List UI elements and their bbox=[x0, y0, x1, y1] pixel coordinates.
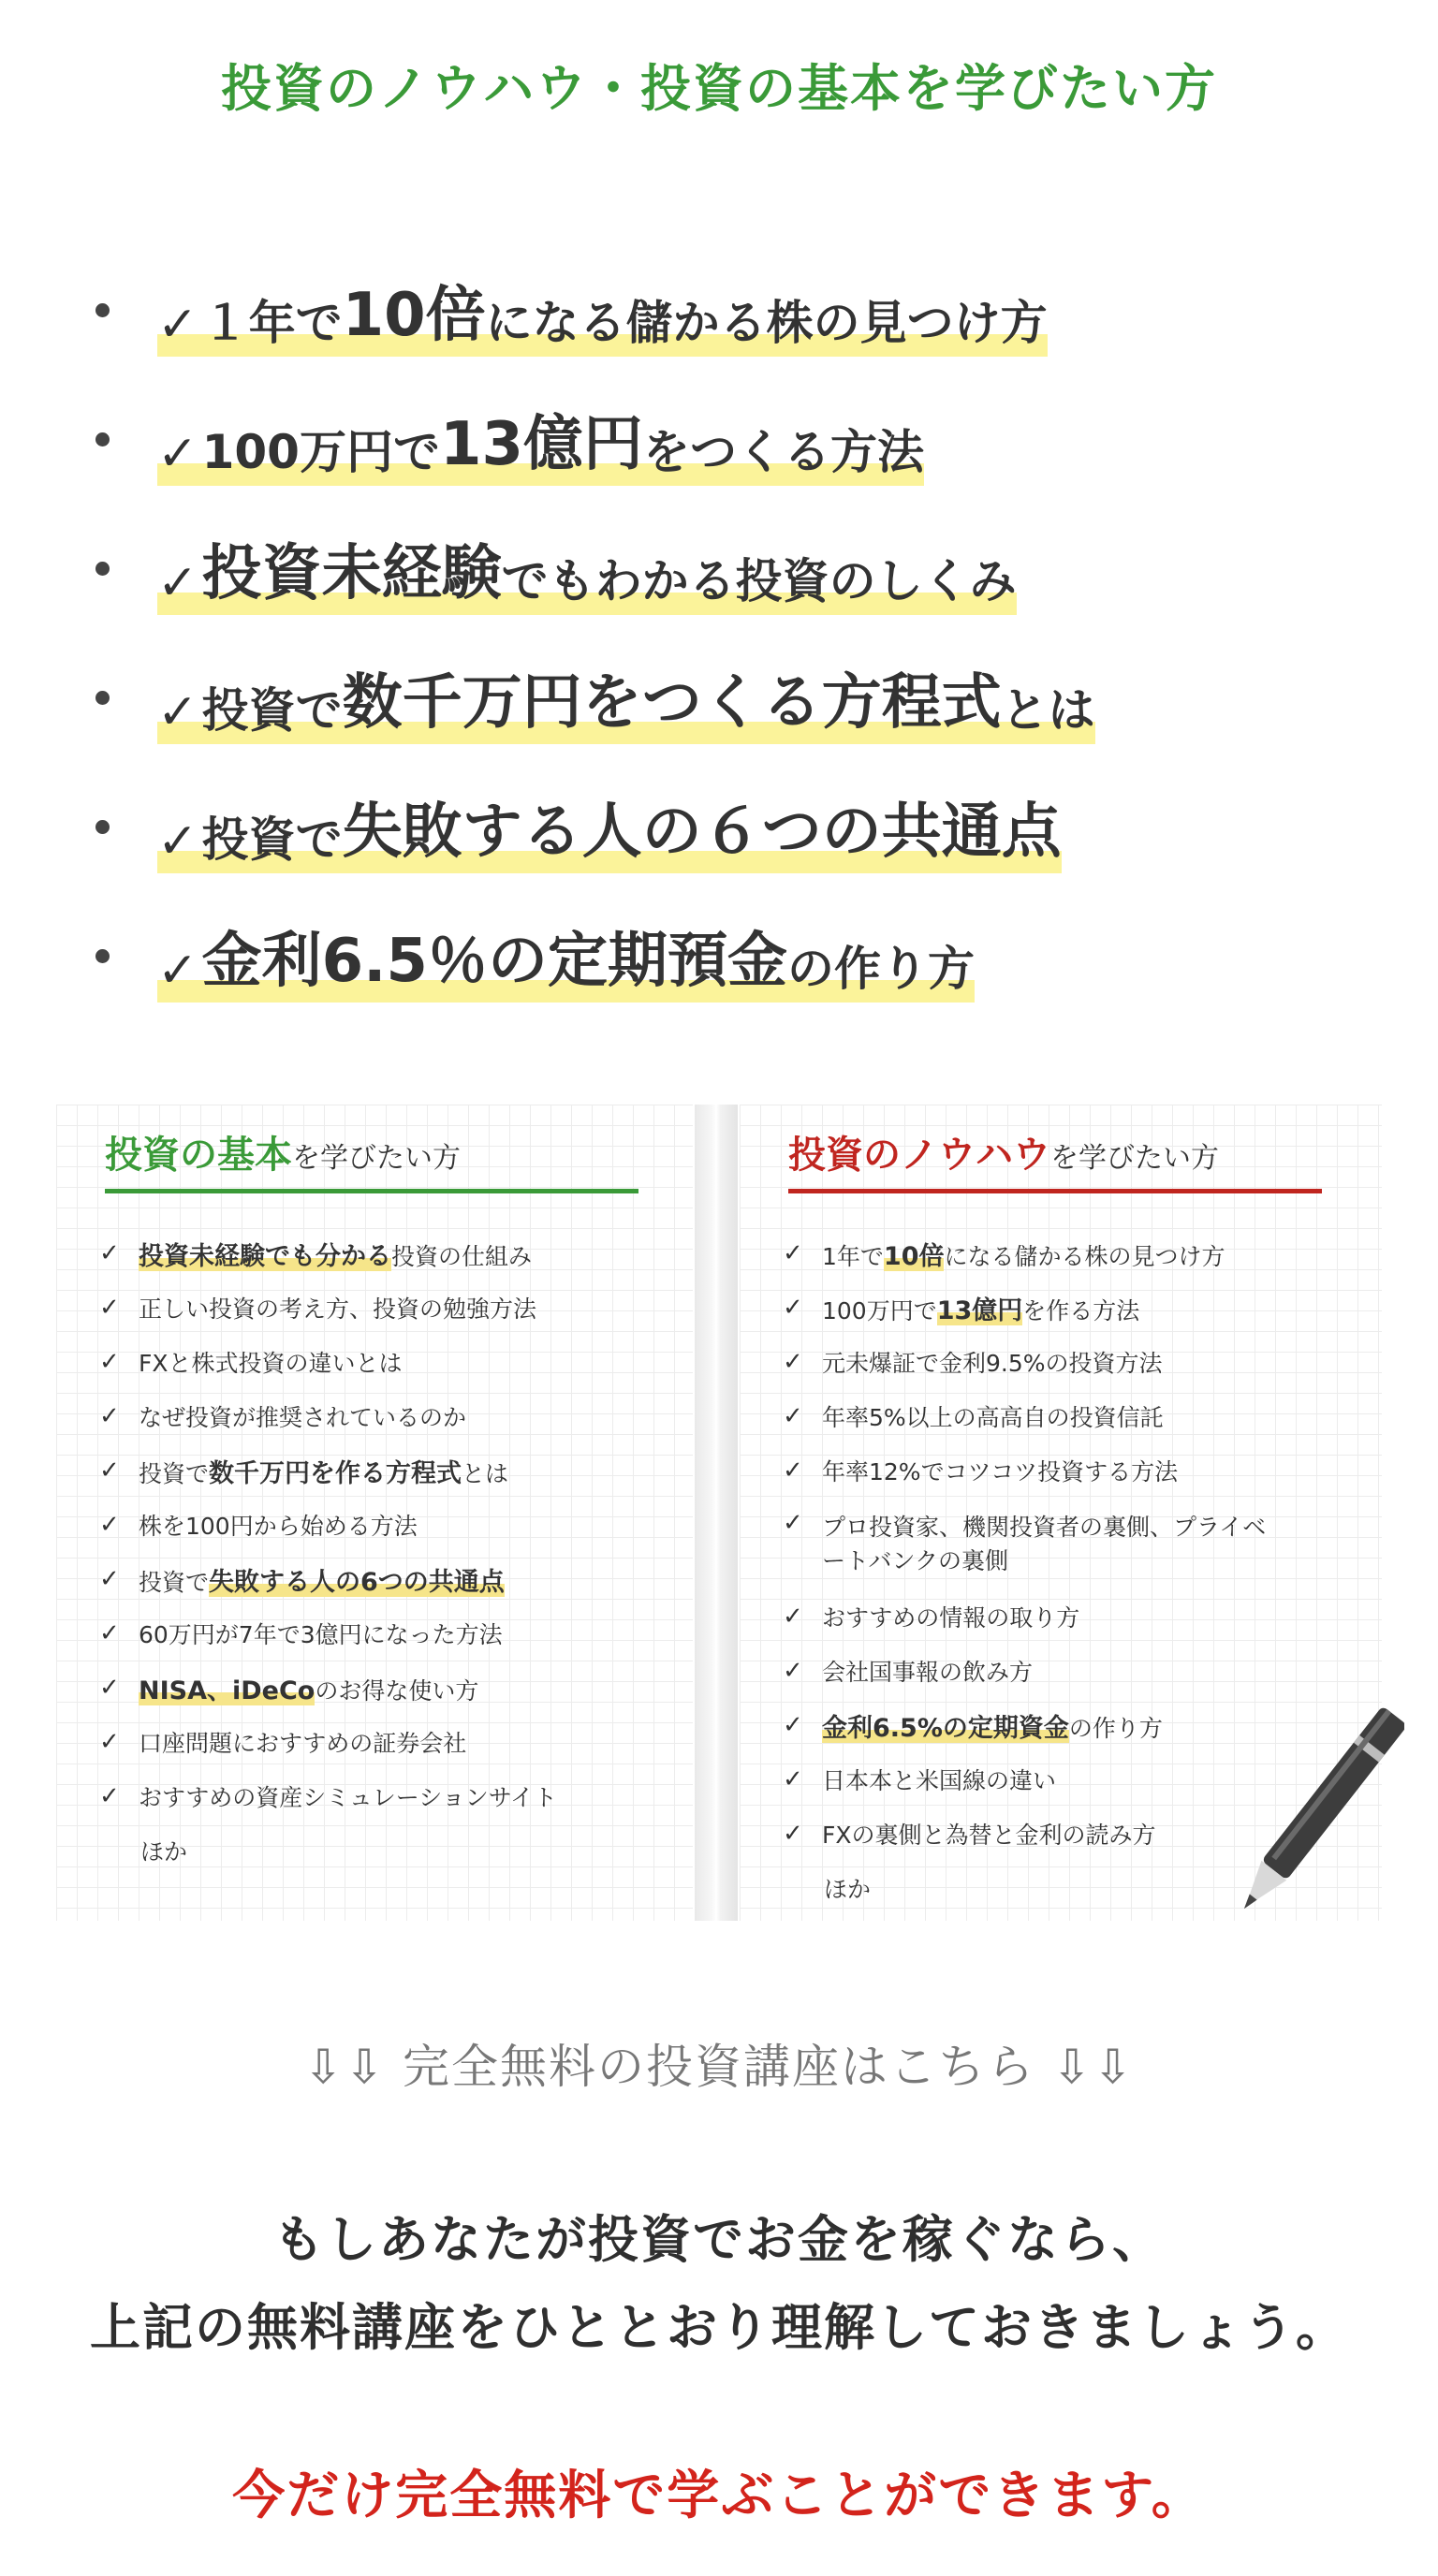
topic-segment: 年率12%でコツコツ投資する方法 bbox=[822, 1458, 1179, 1486]
topic-text bbox=[139, 1779, 557, 1813]
course-topic-item bbox=[99, 1335, 557, 1389]
bullet-text bbox=[157, 396, 924, 482]
check-icon: ✓ bbox=[99, 1619, 120, 1647]
topic-segment: を作る方法 bbox=[1022, 1296, 1140, 1325]
knowhow-panel-heading bbox=[788, 1125, 1219, 1178]
topic-segment: なぜ投資が推奨されているのか bbox=[139, 1404, 467, 1431]
topic-segment: 1年で bbox=[822, 1242, 884, 1270]
topic-highlight: 数千万円を作る方程式 bbox=[209, 1458, 462, 1488]
topic-text bbox=[822, 1763, 1056, 1796]
bullet-emphasis: 失敗する人の６つの共通点 bbox=[342, 798, 1062, 867]
bullet-segment: をつくる方法 bbox=[643, 425, 925, 479]
check-icon: ✓ bbox=[783, 1765, 803, 1793]
course-topic-item bbox=[99, 1552, 557, 1606]
topic-segment: 正しい投資の考え方、投資の勉強方法 bbox=[139, 1295, 537, 1323]
check-icon: ✓ bbox=[783, 1456, 803, 1485]
check-icon: ✓ bbox=[99, 1402, 120, 1430]
basics-panel bbox=[56, 1105, 693, 1921]
topic-text bbox=[822, 1707, 1163, 1744]
topic-text bbox=[139, 1561, 505, 1598]
bullet-segment: になる儲かる株の見つけ方 bbox=[485, 296, 1048, 350]
bullet-text bbox=[157, 913, 975, 999]
topic-text bbox=[822, 1654, 1033, 1688]
topic-segment: おすすめの資産シミュレーションサイト bbox=[139, 1784, 558, 1811]
topic-segment: 投資で bbox=[139, 1568, 210, 1596]
topic-segment: 株を100円から始める方法 bbox=[139, 1513, 418, 1540]
topic-segment: 60万円が7年で3億円になった方法 bbox=[139, 1621, 503, 1648]
check-icon: ✓ bbox=[157, 426, 198, 482]
bullet-text bbox=[157, 654, 1095, 740]
course-panels bbox=[56, 1105, 1382, 1921]
course-topic-item bbox=[783, 1752, 1269, 1807]
topic-text bbox=[139, 1236, 532, 1272]
topic-segment: 日本本と米国線の違い bbox=[822, 1767, 1057, 1794]
bullet-emphasis: 数千万円をつくる方程式 bbox=[342, 668, 1002, 738]
basics-heading-suffix: を学びたい方 bbox=[292, 1142, 461, 1175]
topic-highlight: NISA、iDeCo bbox=[139, 1676, 315, 1705]
course-topic-item bbox=[99, 1443, 557, 1498]
check-icon: ✓ bbox=[99, 1294, 120, 1322]
course-topic-item bbox=[783, 1335, 1269, 1389]
topic-segment: とは bbox=[462, 1459, 509, 1487]
topic-segment: 会社国事報の飲み方 bbox=[822, 1659, 1034, 1686]
topic-text bbox=[822, 1399, 1164, 1433]
course-topic-item bbox=[783, 1807, 1269, 1861]
topic-text bbox=[139, 1345, 403, 1379]
bullet-dot-icon bbox=[95, 820, 110, 834]
topic-segment: の作り方 bbox=[1068, 1714, 1163, 1742]
feature-bullet bbox=[90, 633, 1382, 762]
bullet-segment: の作り方 bbox=[786, 942, 975, 996]
course-topic-item bbox=[99, 1661, 557, 1715]
topic-text bbox=[139, 1670, 478, 1706]
bullet-segment: 投資で bbox=[201, 812, 343, 867]
topic-text bbox=[822, 1509, 1269, 1576]
knowhow-heading-suffix: を学びたい方 bbox=[1050, 1142, 1219, 1175]
basics-heading-underline bbox=[105, 1189, 638, 1193]
check-icon: ✓ bbox=[99, 1674, 120, 1702]
topic-highlight: 失敗する人の6つの共通点 bbox=[209, 1567, 505, 1597]
topic-segment: FXの裏側と為替と金利の読み方 bbox=[822, 1822, 1156, 1849]
basics-heading-main: 投資の基本 bbox=[105, 1134, 292, 1177]
topic-more: ほか bbox=[824, 1876, 872, 1903]
topic-segment: 投資の仕組み bbox=[391, 1242, 533, 1270]
bullet-emphasis: 10倍 bbox=[342, 281, 486, 350]
check-icon: ✓ bbox=[99, 1239, 120, 1267]
feature-bullet bbox=[90, 762, 1382, 891]
check-icon: ✓ bbox=[99, 1728, 120, 1756]
check-icon: ✓ bbox=[99, 1456, 120, 1485]
check-icon: ✓ bbox=[157, 813, 198, 870]
course-topic-item bbox=[99, 1606, 557, 1661]
free-course-link[interactable]: ⇩⇩ 完全無料の投資講座はこちら ⇩⇩ bbox=[303, 2040, 1135, 2094]
bullet-segment: １年で bbox=[201, 296, 343, 350]
check-icon: ✓ bbox=[99, 1348, 120, 1376]
topic-text bbox=[822, 1600, 1079, 1633]
free-offer-note: 今だけ完全無料で学ぶことができます。 bbox=[232, 2466, 1206, 2526]
check-icon: ✓ bbox=[99, 1782, 120, 1810]
course-topic-item bbox=[783, 1644, 1269, 1698]
topic-text bbox=[139, 1617, 503, 1650]
topic-segment: 元未爆証で金利9.5%の投資方法 bbox=[822, 1350, 1163, 1377]
check-icon: ✓ bbox=[783, 1711, 803, 1739]
bullet-dot-icon bbox=[95, 949, 110, 963]
closing-line-2: 上記の無料講座をひととおり理解しておきましょう。 bbox=[90, 2298, 1348, 2357]
bullet-dot-icon bbox=[95, 562, 110, 576]
check-icon: ✓ bbox=[157, 297, 198, 353]
course-topic-item bbox=[99, 1226, 557, 1281]
check-icon: ✓ bbox=[783, 1657, 803, 1685]
topic-text bbox=[139, 1508, 418, 1542]
check-icon: ✓ bbox=[783, 1294, 803, 1322]
topic-text bbox=[139, 1291, 536, 1325]
course-topic-item bbox=[783, 1389, 1269, 1443]
check-icon: ✓ bbox=[99, 1565, 120, 1593]
feature-bullet bbox=[90, 891, 1382, 1020]
course-topic-item bbox=[783, 1443, 1269, 1498]
page-title: 投資のノウハウ・投資の基本を学びたい方 bbox=[221, 59, 1217, 118]
course-topic-item bbox=[783, 1226, 1269, 1281]
check-icon: ✓ bbox=[783, 1239, 803, 1267]
topic-segment: FXと株式投資の違いとは bbox=[139, 1350, 403, 1377]
topic-text bbox=[822, 1236, 1225, 1272]
topic-segment: 年率5%以上の高高自の投資信託 bbox=[822, 1404, 1164, 1431]
feature-bullet bbox=[90, 504, 1382, 633]
bullet-emphasis: 金利6.5％の定期預金 bbox=[201, 927, 787, 996]
course-topic-item bbox=[783, 1589, 1269, 1644]
closing-message bbox=[0, 2196, 1438, 2372]
topic-text bbox=[822, 1454, 1178, 1487]
feature-bullet bbox=[90, 245, 1382, 374]
course-topic-item bbox=[99, 1498, 557, 1552]
bullet-text bbox=[157, 267, 1048, 353]
check-icon: ✓ bbox=[157, 943, 198, 999]
basics-panel-heading bbox=[105, 1125, 461, 1178]
pen-icon bbox=[1217, 1694, 1404, 1938]
basics-item-list bbox=[99, 1226, 557, 1878]
knowhow-heading-main: 投資のノウハウ bbox=[788, 1134, 1050, 1177]
topic-segment: 投資で bbox=[139, 1459, 210, 1487]
topic-segment: のお得な使い方 bbox=[315, 1676, 479, 1705]
topic-text bbox=[139, 1453, 508, 1489]
topic-text bbox=[822, 1290, 1139, 1326]
topic-segment: 100万円で bbox=[822, 1296, 937, 1325]
topic-segment: 口座問題におすすめの証券会社 bbox=[139, 1730, 467, 1757]
bullet-dot-icon bbox=[95, 303, 110, 317]
check-icon: ✓ bbox=[783, 1603, 803, 1631]
bullet-segment: 投資で bbox=[201, 683, 343, 738]
check-icon: ✓ bbox=[157, 684, 198, 740]
knowhow-heading-underline bbox=[788, 1189, 1322, 1193]
topic-highlight: 10倍 bbox=[883, 1241, 945, 1271]
check-icon: ✓ bbox=[783, 1820, 803, 1848]
book-spine-divider bbox=[695, 1105, 738, 1921]
bullet-text bbox=[157, 783, 1062, 870]
bullet-emphasis: 13億円 bbox=[439, 410, 644, 479]
topic-segment: プロ投資家、機関投資者の裏側、プライベートバンクの裏側 bbox=[822, 1514, 1267, 1574]
feature-bullet-list bbox=[90, 245, 1382, 1020]
check-icon: ✓ bbox=[783, 1348, 803, 1376]
course-topic-item bbox=[99, 1389, 557, 1443]
course-topic-item bbox=[99, 1715, 557, 1769]
topic-text bbox=[139, 1725, 466, 1759]
knowhow-item-list bbox=[783, 1226, 1269, 1915]
bullet-segment: 100万円で bbox=[201, 425, 440, 479]
bullet-emphasis: 投資未経験 bbox=[201, 539, 502, 608]
topic-more: ほか bbox=[140, 1838, 188, 1866]
check-icon: ✓ bbox=[99, 1511, 120, 1539]
closing-line-1: もしあなたが投資でお金を稼ぐなら、 bbox=[273, 2210, 1165, 2269]
feature-bullet bbox=[90, 374, 1382, 504]
bullet-text bbox=[157, 525, 1017, 611]
check-icon: ✓ bbox=[783, 1509, 803, 1537]
bullet-segment: でもわかる投資のしくみ bbox=[501, 554, 1017, 608]
course-topic-item bbox=[783, 1698, 1269, 1752]
check-icon: ✓ bbox=[157, 555, 198, 611]
course-topic-item bbox=[783, 1281, 1269, 1335]
check-icon: ✓ bbox=[783, 1402, 803, 1430]
topic-text bbox=[139, 1399, 466, 1433]
topic-text bbox=[822, 1345, 1163, 1379]
topic-segment: おすすめの情報の取り方 bbox=[822, 1604, 1080, 1632]
topic-segment: になる儲かる株の見つけ方 bbox=[944, 1242, 1225, 1270]
bullet-dot-icon bbox=[95, 691, 110, 705]
topic-text bbox=[822, 1817, 1156, 1851]
course-topic-item bbox=[99, 1769, 557, 1823]
topic-highlight: 13億円 bbox=[936, 1295, 1023, 1325]
bullet-dot-icon bbox=[95, 432, 110, 446]
bullet-segment: とは bbox=[1001, 683, 1095, 738]
topic-highlight: 投資未経験でも分かる bbox=[139, 1241, 391, 1271]
topic-highlight: 金利6.5%の定期資金 bbox=[822, 1713, 1069, 1743]
course-topic-item bbox=[99, 1281, 557, 1335]
course-topic-item bbox=[783, 1498, 1269, 1589]
